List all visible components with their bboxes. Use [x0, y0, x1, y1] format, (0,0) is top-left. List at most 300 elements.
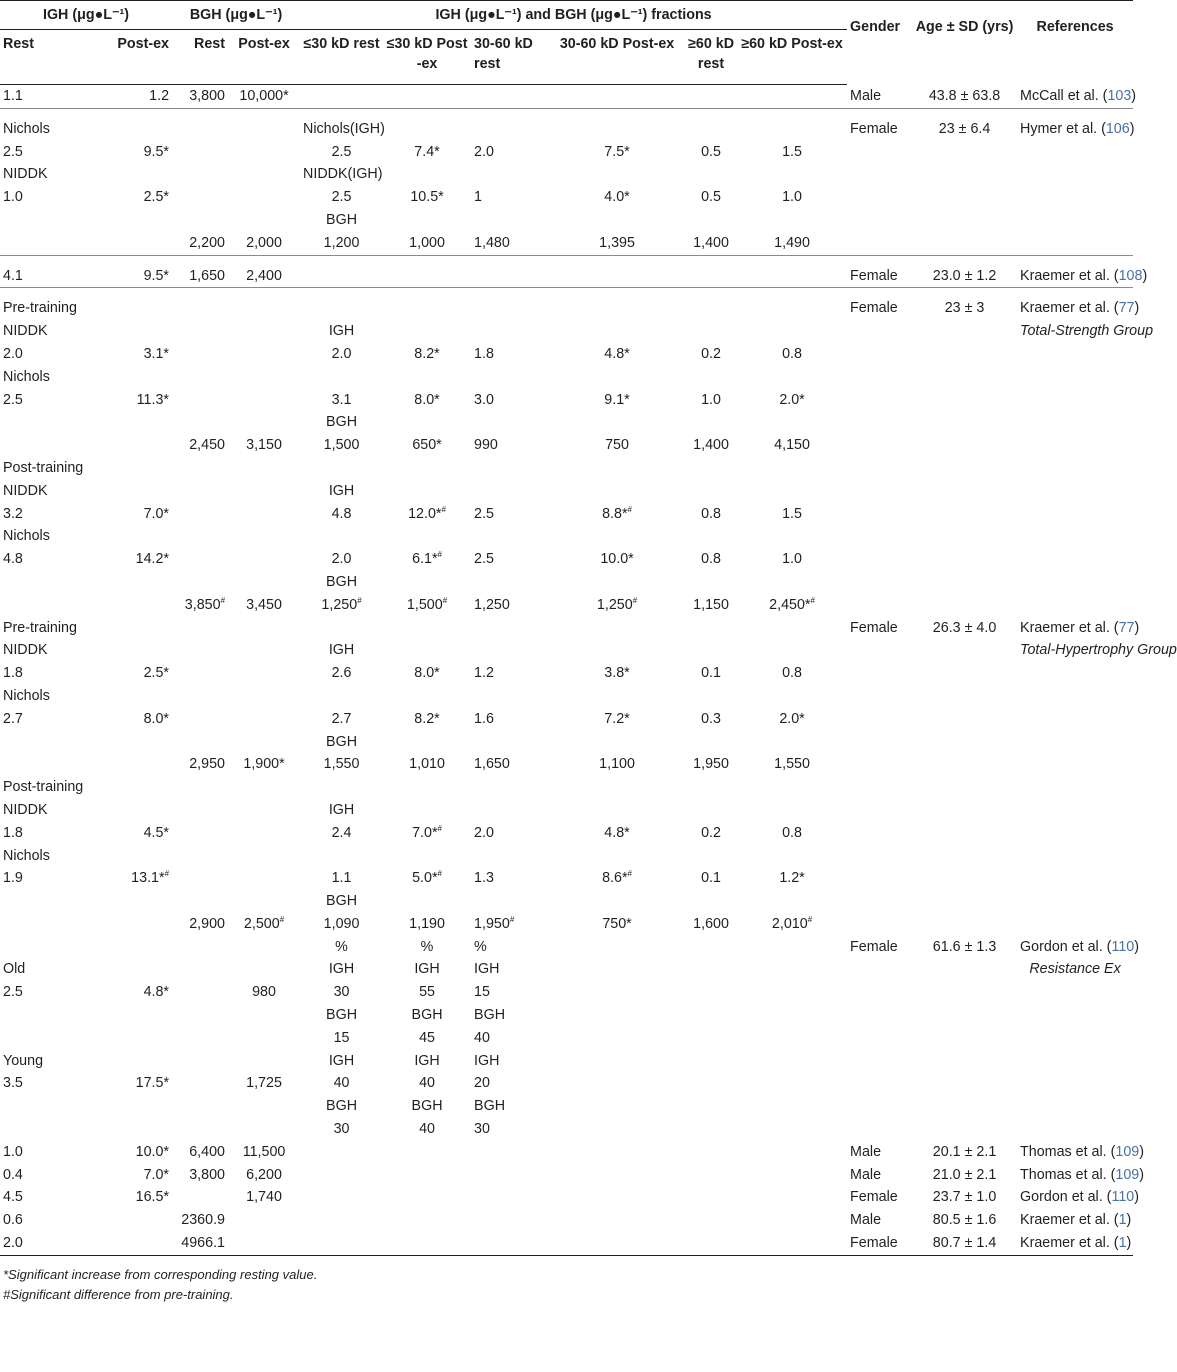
- table-row: [0, 288, 1133, 320]
- cell-bgh-post-ex: [228, 1027, 300, 1050]
- cell-f2-le30-post: [383, 731, 471, 754]
- cell-f3-30-60-rest: 1.6: [474, 710, 494, 727]
- cell-bgh-post-ex: 2,000: [246, 234, 282, 251]
- footnote-significant-increase: *Significant increase from corresponding resting value.: [3, 1266, 318, 1282]
- cell-bgh-rest: 3,850#: [184, 595, 226, 613]
- cell-igh-rest: [0, 753, 86, 776]
- cell-igh-rest: Nichols: [3, 687, 50, 704]
- cell-bgh-rest: [172, 108, 228, 140]
- cell-f3-30-60-rest: 1,950#: [474, 914, 515, 932]
- table-row: [0, 685, 1133, 708]
- cell-f5-ge60-rest: [685, 1095, 737, 1118]
- cell-bgh-post-ex: [228, 685, 300, 708]
- cell-igh-post-ex: [86, 163, 172, 186]
- cell-bgh-post-ex: [228, 1209, 300, 1232]
- cell-f5-ge60-rest: [685, 1050, 737, 1073]
- cell-gender: [847, 913, 912, 936]
- cell-bgh-rest: 4966.1: [172, 1232, 228, 1255]
- cell-reference: [1017, 1118, 1133, 1141]
- cell-f1-le30-rest: 15: [333, 1029, 350, 1046]
- cell-f2-le30-post: 650*: [412, 437, 442, 454]
- cell-f6-ge60-post: [737, 1186, 847, 1209]
- cell-reference: [1017, 457, 1133, 480]
- table-row: [0, 776, 1133, 799]
- cell-f3-30-60-rest: 1,250: [474, 596, 510, 613]
- cell-bgh-rest: [172, 186, 228, 209]
- cell-bgh-rest: [172, 525, 228, 548]
- cell-f5-ge60-rest: [685, 85, 737, 109]
- cell-f1-le30-rest: 3.1: [331, 391, 352, 408]
- cell-gender: Male: [850, 1143, 882, 1160]
- cell-gender: [847, 548, 912, 571]
- cell-gender: [847, 1027, 912, 1050]
- cell-f1-le30-rest: [300, 1232, 383, 1255]
- cell-f5-ge60-rest: [685, 255, 737, 288]
- cell-f2-le30-post: 1,000: [409, 234, 445, 251]
- cell-f2-le30-post: [383, 457, 471, 480]
- cell-f5-ge60-rest: 1,600: [693, 915, 729, 932]
- table-row: [0, 163, 1133, 186]
- footnote-significant-difference: #Significant difference from pre-training.: [3, 1286, 234, 1302]
- cell-f1-le30-rest: 30: [333, 984, 350, 1001]
- cell-f4-30-60-post: [549, 1095, 685, 1118]
- table-row: [0, 141, 1133, 164]
- cell-igh-rest: [0, 232, 86, 255]
- cell-f1-le30-rest: IGH: [328, 482, 355, 499]
- cell-age: [912, 1050, 1017, 1073]
- cell-igh-rest: [0, 731, 86, 754]
- header-igh-post-ex: Post-ex: [86, 30, 172, 85]
- cell-bgh-rest: [172, 776, 228, 799]
- cell-bgh-post-ex: 1,740: [246, 1189, 282, 1206]
- cell-igh-post-ex: [86, 480, 172, 503]
- cell-gender: [847, 1072, 912, 1095]
- table-row: [0, 731, 1133, 754]
- cell-igh-post-ex: [86, 685, 172, 708]
- cell-bgh-rest: 1,650: [172, 255, 228, 288]
- cell-gender: [847, 958, 912, 981]
- cell-age: 26.3 ± 4.0: [932, 619, 997, 636]
- cell-f6-ge60-post: [737, 320, 847, 343]
- cell-igh-post-ex: 11.3*: [136, 391, 170, 408]
- cell-bgh-rest: [172, 1186, 228, 1209]
- cell-igh-post-ex: [86, 890, 172, 913]
- cell-gender: [847, 594, 912, 617]
- cell-f1-le30-rest: 1.1: [331, 870, 352, 887]
- cell-bgh-rest: 2,200: [189, 234, 226, 251]
- cell-igh-rest: [0, 411, 86, 434]
- cell-gender: [847, 799, 912, 822]
- cell-f5-ge60-rest: [685, 288, 737, 320]
- cell-f4-30-60-post: 750*: [602, 915, 632, 932]
- cell-f3-30-60-rest: [471, 1232, 549, 1255]
- cell-gender: Male: [850, 1212, 882, 1229]
- cell-f5-ge60-rest: 0.5: [701, 189, 721, 206]
- cell-f5-ge60-rest: [685, 936, 737, 959]
- cell-f3-30-60-rest: [471, 366, 549, 389]
- cell-f5-ge60-rest: 1,400: [693, 437, 729, 454]
- cell-f6-ge60-post: [737, 639, 847, 662]
- table-row: [0, 571, 1133, 594]
- table-body: [0, 85, 1177, 1256]
- cell-age: [912, 503, 1017, 526]
- cell-f1-le30-rest: [300, 85, 383, 109]
- cell-f5-ge60-rest: 1,950: [693, 756, 729, 773]
- cell-f2-le30-post: 40: [419, 1121, 435, 1138]
- cell-f3-30-60-rest: [471, 1141, 549, 1164]
- cell-f2-le30-post: 7.0*#: [412, 823, 442, 841]
- cell-age: 80.7 ± 1.4: [912, 1232, 1017, 1255]
- cell-gender: Female: [847, 255, 912, 288]
- cell-f6-ge60-post: 1,490: [774, 234, 810, 251]
- cell-bgh-rest: [172, 890, 228, 913]
- cell-bgh-post-ex: [228, 958, 300, 981]
- cell-age: [912, 662, 1017, 685]
- cell-f3-30-60-rest: IGH: [474, 961, 500, 978]
- cell-reference: [1017, 389, 1133, 412]
- cell-f3-30-60-rest: BGH: [474, 1098, 506, 1115]
- cell-bgh-rest: [172, 867, 228, 890]
- cell-f1-le30-rest: 2.6: [331, 665, 352, 682]
- cell-gender: [847, 457, 912, 480]
- cell-bgh-rest: 3,800: [189, 88, 226, 104]
- table-row: [0, 639, 1133, 662]
- cell-bgh-post-ex: 3,150: [246, 437, 282, 454]
- cell-reference: Resistance Ex: [1029, 961, 1121, 978]
- cell-igh-post-ex: [86, 1027, 172, 1050]
- cell-bgh-post-ex: [228, 503, 300, 526]
- cell-f4-30-60-post: 7.5*: [604, 143, 630, 160]
- cell-bgh-post-ex: [228, 548, 300, 571]
- cell-f4-30-60-post: [549, 617, 685, 640]
- cell-age: [912, 776, 1017, 799]
- table-row: [0, 1118, 1133, 1141]
- cell-f1-le30-rest: BGH: [326, 211, 358, 228]
- cell-bgh-post-ex: 2,400: [228, 255, 300, 288]
- cell-reference: [1017, 209, 1133, 232]
- cell-igh-post-ex: [86, 434, 172, 457]
- cell-gender: [847, 753, 912, 776]
- table-row: [0, 232, 1133, 255]
- cell-bgh-post-ex: 6,200: [246, 1166, 282, 1183]
- cell-f2-le30-post: %: [420, 938, 434, 955]
- cell-bgh-post-ex: [228, 936, 300, 959]
- cell-reference: [1017, 343, 1133, 366]
- cell-igh-post-ex: 7.0*: [143, 505, 170, 522]
- cell-f6-ge60-post: [737, 255, 847, 288]
- cell-igh-rest: 1.1: [3, 88, 23, 104]
- cell-age: [912, 411, 1017, 434]
- cell-igh-post-ex: 7.0*: [143, 1166, 170, 1183]
- table-row: [0, 411, 1133, 434]
- cell-f5-ge60-rest: [685, 731, 737, 754]
- table-row: [0, 366, 1133, 389]
- cell-gender: [847, 1004, 912, 1027]
- cell-f6-ge60-post: 0.8: [782, 345, 802, 362]
- cell-gender: [847, 389, 912, 412]
- cell-reference: [1017, 1050, 1133, 1073]
- cell-igh-rest: [0, 1004, 86, 1027]
- table-row: [0, 1050, 1133, 1073]
- cell-bgh-post-ex: [228, 571, 300, 594]
- cell-age: [912, 343, 1017, 366]
- header-fraction-1: ≤30 kD rest: [300, 30, 383, 85]
- cell-f3-30-60-rest: [471, 1186, 549, 1209]
- cell-f6-ge60-post: [737, 163, 847, 186]
- cell-gender: [847, 480, 912, 503]
- cell-f1-le30-rest: BGH: [326, 573, 358, 590]
- cell-f3-30-60-rest: [471, 731, 549, 754]
- cell-f6-ge60-post: [737, 366, 847, 389]
- cell-reference: [1017, 776, 1133, 799]
- cell-igh-rest: [0, 913, 86, 936]
- cell-reference: Kraemer et al. (77): [1020, 619, 1140, 636]
- cell-reference: [1017, 867, 1133, 890]
- cell-f2-le30-post: 12.0*#: [408, 504, 446, 522]
- cell-igh-post-ex: [86, 571, 172, 594]
- cell-f5-ge60-rest: 0.1: [701, 665, 721, 682]
- cell-age: [912, 457, 1017, 480]
- cell-f2-le30-post: [383, 639, 471, 662]
- cell-bgh-post-ex: [228, 209, 300, 232]
- cell-bgh-rest: [172, 366, 228, 389]
- cell-age: [912, 799, 1017, 822]
- cell-igh-post-ex: 13.1*#: [131, 869, 170, 887]
- table-row: [0, 480, 1133, 503]
- cell-f4-30-60-post: [549, 1072, 685, 1095]
- header-igh: IGH (μg●L⁻¹): [0, 1, 172, 30]
- cell-gender: [847, 503, 912, 526]
- cell-f6-ge60-post: [737, 411, 847, 434]
- cell-f2-le30-post: [383, 1186, 471, 1209]
- cell-igh-rest: 0.6: [3, 1212, 23, 1229]
- cell-f4-30-60-post: [549, 85, 685, 109]
- cell-f4-30-60-post: [549, 320, 685, 343]
- cell-f5-ge60-rest: [685, 1141, 737, 1164]
- cell-reference: [1017, 708, 1133, 731]
- cell-bgh-rest: [172, 822, 228, 845]
- cell-reference: McCall et al. (103): [1020, 87, 1137, 104]
- cell-bgh-rest: [172, 163, 228, 186]
- cell-igh-post-ex: [86, 209, 172, 232]
- cell-f5-ge60-rest: [685, 108, 737, 140]
- cell-igh-rest: NIDDK: [3, 482, 48, 499]
- cell-gender: Male: [850, 1166, 882, 1183]
- cell-f6-ge60-post: [737, 1050, 847, 1073]
- cell-f3-30-60-rest: [471, 209, 549, 232]
- cell-f4-30-60-post: [549, 981, 685, 1004]
- header-fraction-5: ≥60 kD rest: [685, 30, 737, 85]
- cell-f3-30-60-rest: [471, 845, 549, 868]
- cell-reference: [1017, 186, 1133, 209]
- table-row: [0, 320, 1133, 343]
- table-row: [0, 958, 1133, 981]
- cell-f2-le30-post: [383, 799, 471, 822]
- cell-igh-rest: Pre-training: [3, 619, 77, 636]
- cell-bgh-rest: [172, 731, 228, 754]
- cell-reference: [1017, 662, 1133, 685]
- cell-f2-le30-post: BGH: [411, 1098, 443, 1115]
- cell-age: [912, 1004, 1017, 1027]
- header-fractions: IGH (μg●L⁻¹) and BGH (μg●L⁻¹) fractions: [300, 1, 847, 30]
- cell-f5-ge60-rest: [685, 457, 737, 480]
- cell-igh-post-ex: [86, 731, 172, 754]
- table-row: [0, 662, 1133, 685]
- cell-gender: Female: [847, 1232, 912, 1255]
- cell-f2-le30-post: [383, 163, 471, 186]
- cell-f5-ge60-rest: [685, 366, 737, 389]
- cell-igh-post-ex: 4.8*: [143, 984, 170, 1001]
- table-row: [0, 503, 1133, 526]
- cell-f1-le30-rest: [300, 617, 383, 640]
- cell-f4-30-60-post: [549, 685, 685, 708]
- cell-f5-ge60-rest: [685, 617, 737, 640]
- cell-f3-30-60-rest: 1,480: [474, 234, 510, 251]
- cell-bgh-rest: 2360.9: [181, 1212, 226, 1229]
- cell-bgh-post-ex: [228, 411, 300, 434]
- cell-igh-rest: 2.0: [3, 345, 23, 362]
- cell-f6-ge60-post: [737, 1232, 847, 1255]
- cell-age: 80.5 ± 1.6: [932, 1212, 997, 1229]
- cell-f4-30-60-post: [549, 411, 685, 434]
- cell-f5-ge60-rest: [685, 1186, 737, 1209]
- cell-f3-30-60-rest: [471, 799, 549, 822]
- cell-f5-ge60-rest: [685, 1232, 737, 1255]
- cell-f1-le30-rest: [300, 1164, 383, 1187]
- cell-f4-30-60-post: [549, 1050, 685, 1073]
- cell-igh-post-ex: 16.5*: [135, 1189, 170, 1206]
- table-row: [0, 255, 1133, 288]
- cell-bgh-rest: [172, 411, 228, 434]
- cell-gender: [847, 981, 912, 1004]
- cell-bgh-post-ex: [228, 799, 300, 822]
- cell-f2-le30-post: [383, 85, 471, 109]
- cell-f5-ge60-rest: [685, 209, 737, 232]
- cell-bgh-post-ex: [228, 617, 300, 640]
- cell-igh-rest: 1.9: [3, 870, 23, 887]
- cell-igh-post-ex: 3.1*: [143, 345, 170, 362]
- cell-f3-30-60-rest: %: [474, 938, 487, 955]
- cell-bgh-rest: [172, 1118, 228, 1141]
- cell-age: 61.6 ± 1.3: [932, 938, 997, 955]
- cell-f4-30-60-post: [549, 1004, 685, 1027]
- cell-f4-30-60-post: [549, 288, 685, 320]
- cell-f2-le30-post: 8.2*: [414, 710, 440, 727]
- cell-f4-30-60-post: [549, 936, 685, 959]
- cell-f5-ge60-rest: [685, 163, 737, 186]
- cell-bgh-rest: [172, 457, 228, 480]
- cell-igh-post-ex: [86, 1118, 172, 1141]
- cell-f6-ge60-post: [737, 1164, 847, 1187]
- cell-f2-le30-post: 8.0*: [414, 665, 440, 682]
- cell-bgh-rest: [172, 343, 228, 366]
- cell-f3-30-60-rest: [471, 617, 549, 640]
- cell-age: [912, 981, 1017, 1004]
- cell-f1-le30-rest: [300, 288, 383, 320]
- cell-f2-le30-post: 45: [419, 1029, 435, 1046]
- cell-f1-le30-rest: [300, 457, 383, 480]
- cell-igh-rest: [0, 1095, 86, 1118]
- cell-f2-le30-post: [383, 209, 471, 232]
- cell-bgh-rest: [172, 685, 228, 708]
- cell-f4-30-60-post: 1,250#: [596, 595, 638, 613]
- cell-f6-ge60-post: [737, 525, 847, 548]
- cell-age: [912, 845, 1017, 868]
- cell-f4-30-60-post: [549, 255, 685, 288]
- cell-gender: Female: [847, 288, 912, 320]
- cell-f5-ge60-rest: [685, 799, 737, 822]
- cell-f6-ge60-post: [737, 1118, 847, 1141]
- table-row: [0, 822, 1133, 845]
- header-age: Age ± SD (yrs): [912, 1, 1017, 85]
- cell-bgh-post-ex: 10,000*: [239, 88, 289, 104]
- cell-bgh-post-ex: 980: [252, 984, 276, 1001]
- table-row: [0, 1209, 1133, 1232]
- cell-igh-rest: Young: [3, 1052, 44, 1069]
- cell-igh-post-ex: [86, 366, 172, 389]
- cell-f2-le30-post: 55: [419, 984, 435, 1001]
- cell-reference: Thomas et al. (109): [1020, 1143, 1145, 1160]
- cell-f5-ge60-rest: [685, 480, 737, 503]
- cell-bgh-post-ex: [228, 141, 300, 164]
- cell-gender: [847, 366, 912, 389]
- cell-gender: [847, 163, 912, 186]
- cell-reference: [1017, 1095, 1133, 1118]
- cell-f3-30-60-rest: [471, 163, 549, 186]
- cell-reference: [1017, 548, 1133, 571]
- cell-f3-30-60-rest: 3.0: [474, 391, 494, 408]
- cell-f1-le30-rest: 2.5: [331, 189, 352, 206]
- cell-bgh-post-ex: [228, 389, 300, 412]
- cell-age: [912, 480, 1017, 503]
- cell-f3-30-60-rest: [471, 457, 549, 480]
- cell-f5-ge60-rest: 1.0: [701, 391, 721, 408]
- cell-igh-rest: Pre-training: [0, 288, 86, 320]
- cell-bgh-post-ex: [228, 343, 300, 366]
- cell-igh-post-ex: 4.5*: [143, 824, 170, 841]
- cell-f2-le30-post: BGH: [411, 1007, 443, 1024]
- cell-f3-30-60-rest: [471, 85, 549, 109]
- cell-f5-ge60-rest: [685, 639, 737, 662]
- cell-f5-ge60-rest: [685, 411, 737, 434]
- cell-reference: [1017, 480, 1133, 503]
- cell-f2-le30-post: [383, 411, 471, 434]
- cell-f5-ge60-rest: [685, 1027, 737, 1050]
- cell-reference: [1017, 411, 1133, 434]
- cell-igh-rest: NIDDK: [3, 166, 48, 183]
- cell-bgh-rest: [172, 981, 228, 1004]
- cell-igh-rest: NIDDK: [3, 642, 48, 659]
- cell-f5-ge60-rest: [685, 890, 737, 913]
- cell-f6-ge60-post: [737, 936, 847, 959]
- table-row: [0, 708, 1133, 731]
- cell-f6-ge60-post: [737, 958, 847, 981]
- cell-f1-le30-rest: [300, 366, 383, 389]
- cell-gender: [847, 434, 912, 457]
- cell-igh-rest: 1.8: [3, 824, 23, 841]
- cell-f4-30-60-post: [549, 525, 685, 548]
- cell-igh-post-ex: [86, 1209, 172, 1232]
- cell-bgh-post-ex: [228, 1118, 300, 1141]
- cell-igh-rest: [0, 936, 86, 959]
- cell-bgh-post-ex: [228, 1095, 300, 1118]
- cell-f3-30-60-rest: 2.0: [474, 824, 494, 841]
- cell-f3-30-60-rest: [471, 288, 549, 320]
- cell-f4-30-60-post: 8.8*#: [602, 504, 632, 522]
- cell-f6-ge60-post: [737, 288, 847, 320]
- cell-f6-ge60-post: [737, 1209, 847, 1232]
- cell-igh-post-ex: [86, 594, 172, 617]
